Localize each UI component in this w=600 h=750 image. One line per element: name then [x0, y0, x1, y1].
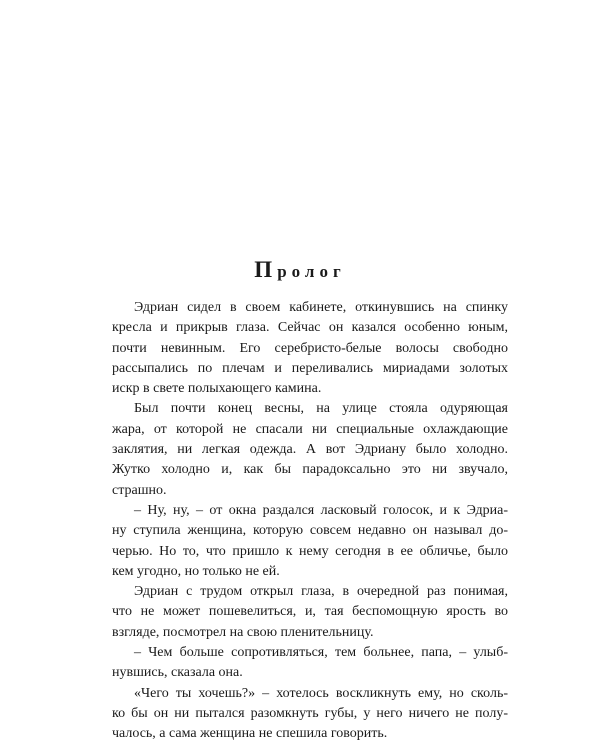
text-line: искр в свете полыхающего камина. [112, 381, 322, 397]
text-line: ну ступила женщина, которую совсем недавно он называл до- [112, 523, 508, 539]
text-line: Эдриан сидел в своем кабинете, откинувшись на спинку [134, 300, 508, 315]
text-line: Эдриан с трудом открыл глаза, в очередной раз понимая, [134, 584, 508, 600]
text-line: нувшись, сказала она. [112, 665, 243, 681]
text-line: жара, от которой не спасали ни специальные охлаждающие [112, 421, 508, 437]
chapter-body [112, 298, 508, 745]
chapter-title-rest: ролог [277, 262, 346, 281]
text-line: – Ну, ну, – от окна раздался ласковый голосок, и к Эдриа- [134, 502, 508, 518]
text-line: кем угодно, но только не ей. [112, 563, 280, 579]
text-line: ко бы он ни пытался разомкнуть губы, у него ничего не полу- [112, 705, 508, 721]
text-line: – Чем больше сопротивляться, тем больнее, папа, – улыб- [134, 645, 508, 661]
chapter-title [0, 255, 600, 287]
text-line: кресла и прикрыв глаза. Сейчас он казался особенно юным, [112, 320, 508, 336]
text-line: почти невинным. Его серебристо-белые волосы свободно [112, 340, 508, 356]
text-line: «Чего ты хочешь?» – хотелось воскликнуть ему, но сколь- [134, 685, 508, 701]
text-line: чалось, а сама женщина не спешила говорить. [112, 726, 388, 742]
chapter-title-initial: П [254, 257, 278, 282]
text-line: Жутко холодно и, как бы парадоксально это ни звучало, [112, 462, 508, 478]
text-line: страшно. [112, 482, 167, 498]
text-line: что не может пошевелиться, и, тая беспомощную ярость во [112, 604, 508, 620]
text-line: взгляде, посмотрел на свою пленительницу. [112, 624, 374, 640]
text-line: заклятия, ни легкая одежда. А вот Эдриану было холодно. [112, 442, 508, 458]
text-line: Был почти конец весны, на улице стояла одуряющая [134, 401, 508, 417]
text-line: рассыпались по плечам и переливались мириадами золотых [112, 360, 508, 376]
text-line: черью. Но то, что пришло к нему сегодня в ее обличье, было [112, 543, 508, 559]
